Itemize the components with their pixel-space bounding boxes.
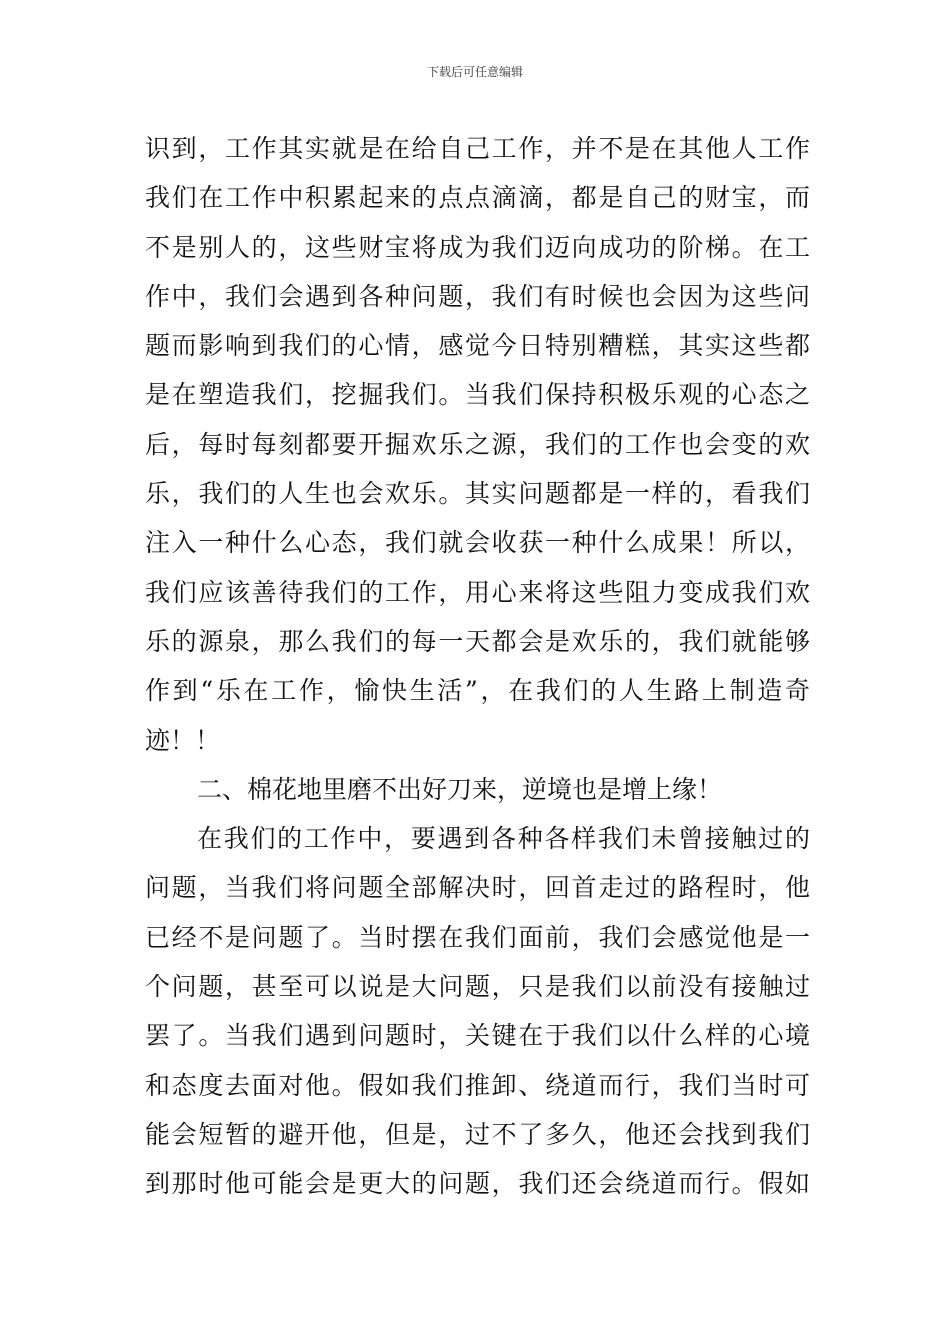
text-line: 不是别人的，这些财宝将成为我们迈向成功的阶梯。在工 bbox=[145, 232, 810, 262]
text-line: 乐，我们的人生也会欢乐。其实问题都是一样的，看我们 bbox=[145, 479, 810, 509]
text-line: 能会短暂的避开他，但是，过不了多久，他还会找到我们 bbox=[145, 1119, 810, 1149]
text-line: 已经不是问题了。当时摆在我们面前，我们会感觉他是一 bbox=[145, 922, 810, 952]
text-line: 是在塑造我们，挖掘我们。当我们保持积极乐观的心态之 bbox=[145, 380, 810, 410]
text-line: 我们应该善待我们的工作，用心来将这些阻力变成我们欢 bbox=[145, 577, 810, 607]
text-line: 罢了。当我们遇到问题时，关键在于我们以什么样的心境 bbox=[145, 1021, 810, 1051]
text-line: 我们在工作中积累起来的点点滴滴，都是自己的财宝，而 bbox=[145, 183, 810, 213]
text-line: 乐的源泉，那么我们的每一天都会是欢乐的，我们就能够 bbox=[145, 626, 810, 656]
text-line: 注入一种什么心态，我们就会收获一种什么成果！所以， bbox=[145, 528, 810, 558]
text-line: 作中，我们会遇到各种问题，我们有时候也会因为这些问 bbox=[145, 281, 810, 311]
text-line: 和态度去面对他。假如我们推卸、绕道而行，我们当时可 bbox=[145, 1070, 810, 1100]
text-line: 到那时他可能会是更大的问题，我们还会绕道而行。假如 bbox=[145, 1169, 810, 1199]
text-line: 识到，工作其实就是在给自己工作，并不是在其他人工作 bbox=[145, 134, 810, 163]
document-body bbox=[145, 124, 810, 1209]
page-header-note: 下载后可任意编辑 bbox=[426, 65, 523, 79]
text-line: 作到“乐在工作，愉快生活”，在我们的人生路上制造奇 bbox=[145, 676, 810, 706]
text-line: 迹！！ bbox=[145, 725, 221, 755]
text-line: 问题，当我们将问题全部解决时，回首走过的路程时，他 bbox=[145, 873, 810, 903]
text-line: 后，每时每刻都要开掘欢乐之源，我们的工作也会变的欢 bbox=[145, 429, 810, 459]
text-line: 个问题，甚至可以说是大问题，只是我们以前没有接触过 bbox=[145, 972, 810, 1002]
text-line: 题而影响到我们的心情，感觉今日特别糟糕，其实这些都 bbox=[145, 331, 810, 361]
text-line: 二、棉花地里磨不出好刀来，逆境也是增上缘！ bbox=[197, 774, 723, 804]
text-line: 在我们的工作中，要遇到各种各样我们未曾接触过的 bbox=[197, 824, 810, 854]
